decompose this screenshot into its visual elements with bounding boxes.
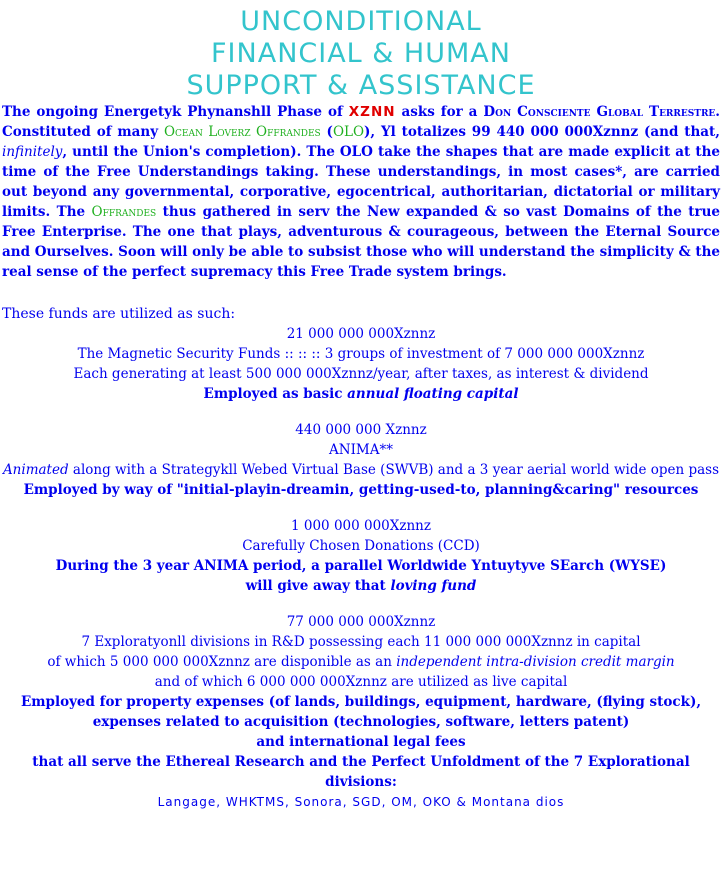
fund-line-text: along with a Strategykll Webed Virtual Base (SWVB) and a 3 year aerial world wide open pass xyxy=(68,462,720,478)
fund-usage-text: will give away that xyxy=(245,578,391,594)
intro-paragraph xyxy=(2,102,720,282)
fund-line-emphasis: independent intra-division credit margin xyxy=(396,654,675,670)
fund-usage xyxy=(0,576,722,596)
fund-line: 7 Exploratyonll divisions in R&D possessing each 11 000 000 000Xznnz in capital xyxy=(81,634,641,650)
intro-text-6: , until the Union's completion). The OLO take the shapes that are made explicit at the time of the Free Understandings taking. These understandings, in most cases*, are carried out beyond any governmental, corporative, egocentrical, authoritarian, dictatorial or military limits. The xyxy=(2,144,720,220)
fund-amount: 1 000 000 000Xznnz xyxy=(291,518,431,534)
intro-text-3: . Constituted of many xyxy=(2,104,720,140)
fund-line: The Magnetic Security Funds :: :: :: 3 groups of investment of 7 000 000 000Xznnz xyxy=(77,346,645,362)
intro-text-7: thus gathered in serv the New expanded & so vast Domains of the true Free Enterprise. The one that plays, adventurous & courageous, between the Eternal Source and Ourselves. Soon will only be able to subsist those who will understand the simplicity & the real sense of the perfect supremacy this Free Trade system brings. xyxy=(2,204,720,280)
fund-amount: 77 000 000 000Xznnz xyxy=(286,614,436,630)
page-title xyxy=(0,6,722,102)
fund-usage-text: Employed as basic xyxy=(203,386,348,402)
fund-block-2 xyxy=(0,420,722,500)
divisions-list: Langage, WHKTMS, Sonora, SGD, OM, OKO & Montana dios xyxy=(157,795,565,809)
fund-block-1 xyxy=(0,324,722,404)
dcgt-name: Don Consciente Global Terrestre xyxy=(483,104,716,120)
intro-text-4: ( xyxy=(320,124,333,140)
fund-name: ANIMA** xyxy=(329,442,393,458)
fund-usage: expenses related to acquisition (technologies, software, letters patent) xyxy=(92,714,630,730)
fund-usage-emphasis: annual floating capital xyxy=(347,386,519,402)
intro-text-5: ), Yl totalizes 99 440 000 000Xznnz (and that, xyxy=(364,124,720,140)
fund-usage: Employed by way of "initial-playin-dreamin, getting-used-to, planning&caring" resources xyxy=(23,482,699,498)
intro-text-2: asks for a xyxy=(395,104,484,120)
title-line-1: UNCONDITIONAL xyxy=(240,6,482,37)
fund-usage: Employed for property expenses (of lands, buildings, equipment, hardware, (flying stock), xyxy=(20,694,702,710)
fund-usage xyxy=(0,384,722,404)
fund-line xyxy=(0,652,722,672)
page xyxy=(0,6,722,812)
fund-block-4 xyxy=(0,612,722,812)
fund-line: Carefully Chosen Donations (CCD) xyxy=(242,538,480,554)
fund-line: Each generating at least 500 000 000Xznnz/year, after taxes, as interest & dividend xyxy=(73,366,649,382)
title-line-2: FINANCIAL & HUMAN xyxy=(211,38,511,69)
brand-name: XZNN xyxy=(348,104,396,120)
intro-text-1: The ongoing Energetyk Phynanshll Phase of xyxy=(2,104,349,120)
olo-full-name: Ocean Loverz Offrandes xyxy=(163,124,321,140)
fund-line-text: of which 5 000 000 000Xznnz are disponible as an xyxy=(47,654,397,670)
fund-usage: and international legal fees xyxy=(256,734,466,750)
fund-line-emphasis: Animated xyxy=(2,462,69,478)
olo-acronym: OLO xyxy=(332,124,365,140)
title-line-3: SUPPORT & ASSISTANCE xyxy=(186,70,536,101)
fund-usage: that all serve the Ethereal Research and the Perfect Unfoldment of the 7 Explorational divisions: xyxy=(32,754,690,790)
fund-line: During the 3 year ANIMA period, a parallel Worldwide Yntuytyve SEarch (WYSE) xyxy=(55,558,667,574)
fund-line xyxy=(0,460,722,480)
fund-line: and of which 6 000 000 000Xznnz are utilized as live capital xyxy=(154,674,568,690)
infinitely-word: infinitely xyxy=(2,144,63,160)
fund-usage-emphasis: loving fund xyxy=(390,578,477,594)
fund-block-3 xyxy=(0,516,722,596)
funds-lead: These funds are utilized as such: xyxy=(2,306,236,322)
fund-amount: 440 000 000 Xznnz xyxy=(295,422,427,438)
offrandes-word: Offrandes xyxy=(91,204,157,220)
fund-amount: 21 000 000 000Xznnz xyxy=(286,326,436,342)
